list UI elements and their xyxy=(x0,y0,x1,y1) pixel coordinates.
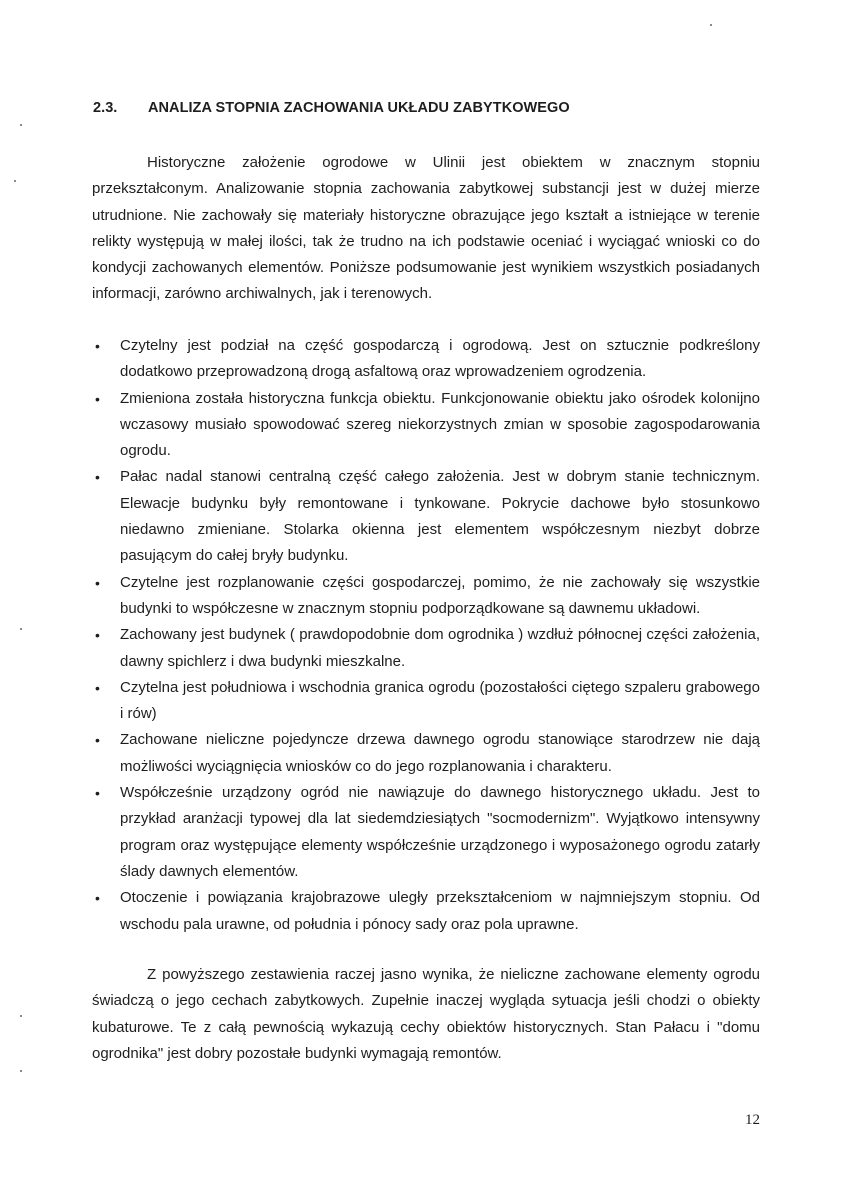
conclusion-paragraph: Z powyższego zestawienia raczej jasno wynika, że nieliczne zachowane elementy ogrodu świadczą o jego cechach zabytkowych. Zupełnie inaczej wygląda sytuacja jeśli chodzi o obiekty kubaturowe. Te z całą pewnością wykazują cechy obiektów historycznych. Stan Pałacu i "domu ogrodnika" jest dobry pozostałe budynki wymagają remontów. xyxy=(92,966,760,1062)
scan-speck xyxy=(20,1070,22,1072)
intro-paragraph: Historyczne założenie ogrodowe w Ulinii jest obiektem w znacznym stopniu przekształconym. Analizowanie stopnia zachowania zabytkowej substancji jest w dużej mierze utrudnione. Nie zachowały się materiały historyczne obrazujące jego kształt a istniejące w terenie relikty występują w małej ilości, tak że trudno na ich podstawie oceniać i wyciągać wnioski co do kondycji zachowanych elementów. Poniższe podsumowanie jest wynikiem wszystkich posiadanych informacji, zarówno archiwalnych, jak i terenowych. xyxy=(92,154,760,303)
list-item xyxy=(92,386,760,465)
list-item xyxy=(92,675,760,728)
bullet-icon: • xyxy=(95,890,100,907)
list-item xyxy=(92,570,760,623)
list-item-text: Zachowany jest budynek ( prawdopodobnie dom ogrodnika ) wzdłuż północnej części założenia, dawny spichlerz i dwa budynki mieszkalne. xyxy=(120,626,760,670)
bullet-icon: • xyxy=(95,390,100,407)
list-item xyxy=(92,780,760,885)
list-item xyxy=(92,333,760,386)
scan-speck xyxy=(710,24,712,26)
list-item-text: Czytelna jest południowa i wschodnia granica ogrodu (pozostałości ciętego szpaleru grabowego i rów) xyxy=(120,678,760,723)
section-title: ANALIZA STOPNIA ZACHOWANIA UKŁADU ZABYTKOWEGO xyxy=(148,100,570,116)
scan-speck xyxy=(20,124,22,126)
section-heading xyxy=(93,100,793,116)
bullet-icon: • xyxy=(95,338,100,354)
list-item-text: Otoczenie i powiązania krajobrazowe uległy przekształceniom w najmniejszym stopniu. Od wschodu pala urawne, od południa i pónocy sady oraz pola uprawne. xyxy=(120,889,760,933)
list-item xyxy=(92,464,760,569)
scan-speck xyxy=(20,628,22,630)
list-item-text: Czytelny jest podział na część gospodarczą i ogrodową. Jest on sztucznie podkreślony dodatkowo przeprowadzoną drogą asfaltową oraz wprowadzeniem ogrodzenia. xyxy=(120,337,760,381)
bullet-icon: • xyxy=(95,627,100,644)
list-item xyxy=(92,885,760,938)
list-item-text: Zachowane nieliczne pojedyncze drzewa dawnego ogrodu stanowiące starodrzew nie dają możliwości wyciągnięcia wniosków co do jego rozplanowania i charakteru. xyxy=(120,731,760,775)
bullet-icon: • xyxy=(95,732,100,749)
bullet-icon: • xyxy=(95,574,100,591)
bullet-icon: • xyxy=(95,679,100,696)
scan-speck xyxy=(20,1015,22,1017)
list-item xyxy=(92,727,760,780)
page-number: 12 xyxy=(745,1112,760,1128)
scan-speck xyxy=(14,180,16,182)
list-item-text: Czytelne jest rozplanowanie części gospodarczej, pomimo, że nie zachowały się wszystkie budynki to współczesne w znacznym stopniu podporządkowane są dawnemu układowi. xyxy=(120,573,760,617)
list-item-text: Pałac nadal stanowi centralną część całego założenia. Jest w dobrym stanie technicznym. Elewacje budynku były remontowane i tynkowane. Pokrycie dachowe było stosunkowo niedawno zmieniane. Stolarka okienna jest elementem współczesnym niezbyt dobrze pasującym do całej bryły budynku. xyxy=(120,468,760,565)
section-number: 2.3. xyxy=(93,100,118,116)
bullet-icon: • xyxy=(95,469,100,486)
list-item xyxy=(92,622,760,675)
bullet-list xyxy=(92,333,760,938)
list-item-text: Współcześnie urządzony ogród nie nawiązuje do dawnego historycznego układu. Jest to przykład aranżacji typowej dla lat siedemdziesiątych "socmodernizm". Wyjątkowo intensywny program oraz występujące elementy współcześnie urządzonego i wyposażonego ogrodu zatarły ślady dawnych elementów. xyxy=(120,784,760,880)
bullet-icon: • xyxy=(95,785,100,802)
list-item-text: Zmieniona została historyczna funkcja obiektu. Funkcjonowanie obiektu jako ośrodek kolonijno wczasowy musiało spowodować szereg niekorzystnych zmian w sposobie zagospodarowania ogrodu. xyxy=(120,389,760,460)
